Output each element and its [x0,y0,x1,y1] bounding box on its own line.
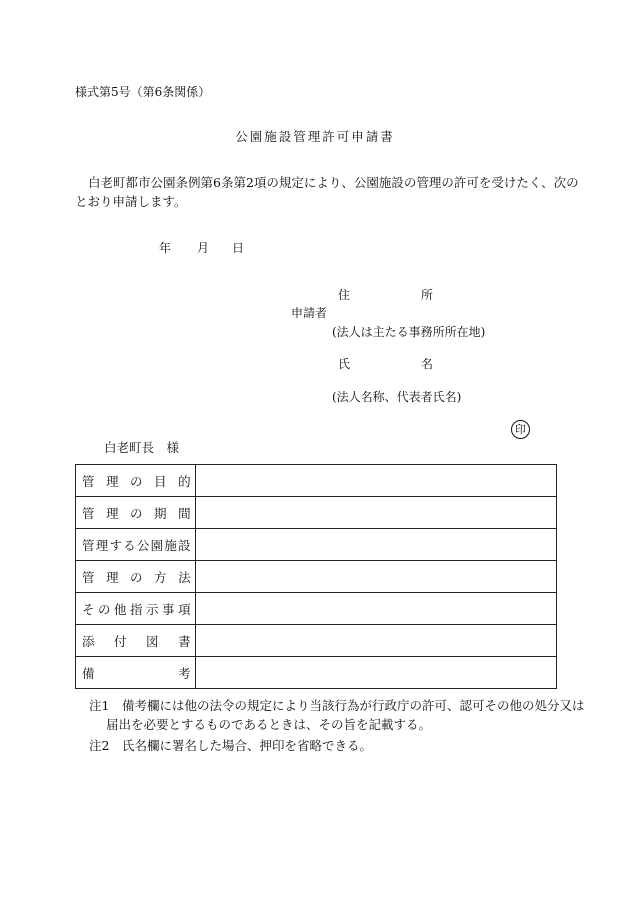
date-year-label: 年 [159,241,172,255]
body-text-line-1: 白老町都市公園条例第6条第2項の規定により、公園施設の管理の許可を受けたく、次の [88,175,579,190]
row-label-attachments: 添付図書 [76,625,196,657]
application-fields-table [75,464,557,689]
table-row [76,497,557,529]
row-label-other-instructions: その他指示事項 [76,593,196,625]
row-value-method[interactable] [195,561,556,593]
name-label-part-1: 氏 [338,357,351,371]
form-title: 公園施設管理許可申請書 [235,129,395,144]
table-row [76,465,557,497]
table-row [76,561,557,593]
address-label-part-2: 所 [421,288,434,302]
row-label-facility: 管理する公園施設 [76,529,196,561]
seal-mark: 印 [511,420,530,439]
table-row [76,625,557,657]
row-label-remarks: 備考 [76,657,196,689]
row-value-facility[interactable] [195,529,556,561]
body-text-line-2: とおり申請します。 [75,194,187,209]
row-value-remarks[interactable] [195,657,556,689]
note-1-line-1: 注1 備考欄には他の法令の規定により当該行為が行政庁の許可、認可その他の処分又は [89,698,585,713]
row-value-period[interactable] [195,497,556,529]
address-label-part-1: 住 [338,288,351,302]
row-value-other-instructions[interactable] [195,593,556,625]
table-row [76,529,557,561]
form-number: 様式第5号（第6条関係） [75,85,211,99]
row-value-purpose[interactable] [195,465,556,497]
table-row [76,593,557,625]
date-day-label: 日 [232,241,245,255]
note-1-line-2: 届出を必要とするものであるときは、その旨を記載する。 [106,717,432,732]
row-label-method: 管理の方法 [76,561,196,593]
name-note: (法人名称、代表者氏名) [332,390,462,404]
addressee: 白老町長 様 [104,440,180,455]
name-label-part-2: 名 [421,357,434,371]
note-2: 注2 氏名欄に署名した場合、押印を省略できる。 [89,738,372,753]
table-row [76,657,557,689]
row-value-attachments[interactable] [195,625,556,657]
row-label-purpose: 管理の目的 [76,465,196,497]
address-note: (法人は主たる事務所所在地) [332,325,486,339]
date-month-label: 月 [197,241,210,255]
applicant-label: 申請者 [291,306,328,320]
row-label-period: 管理の期間 [76,497,196,529]
